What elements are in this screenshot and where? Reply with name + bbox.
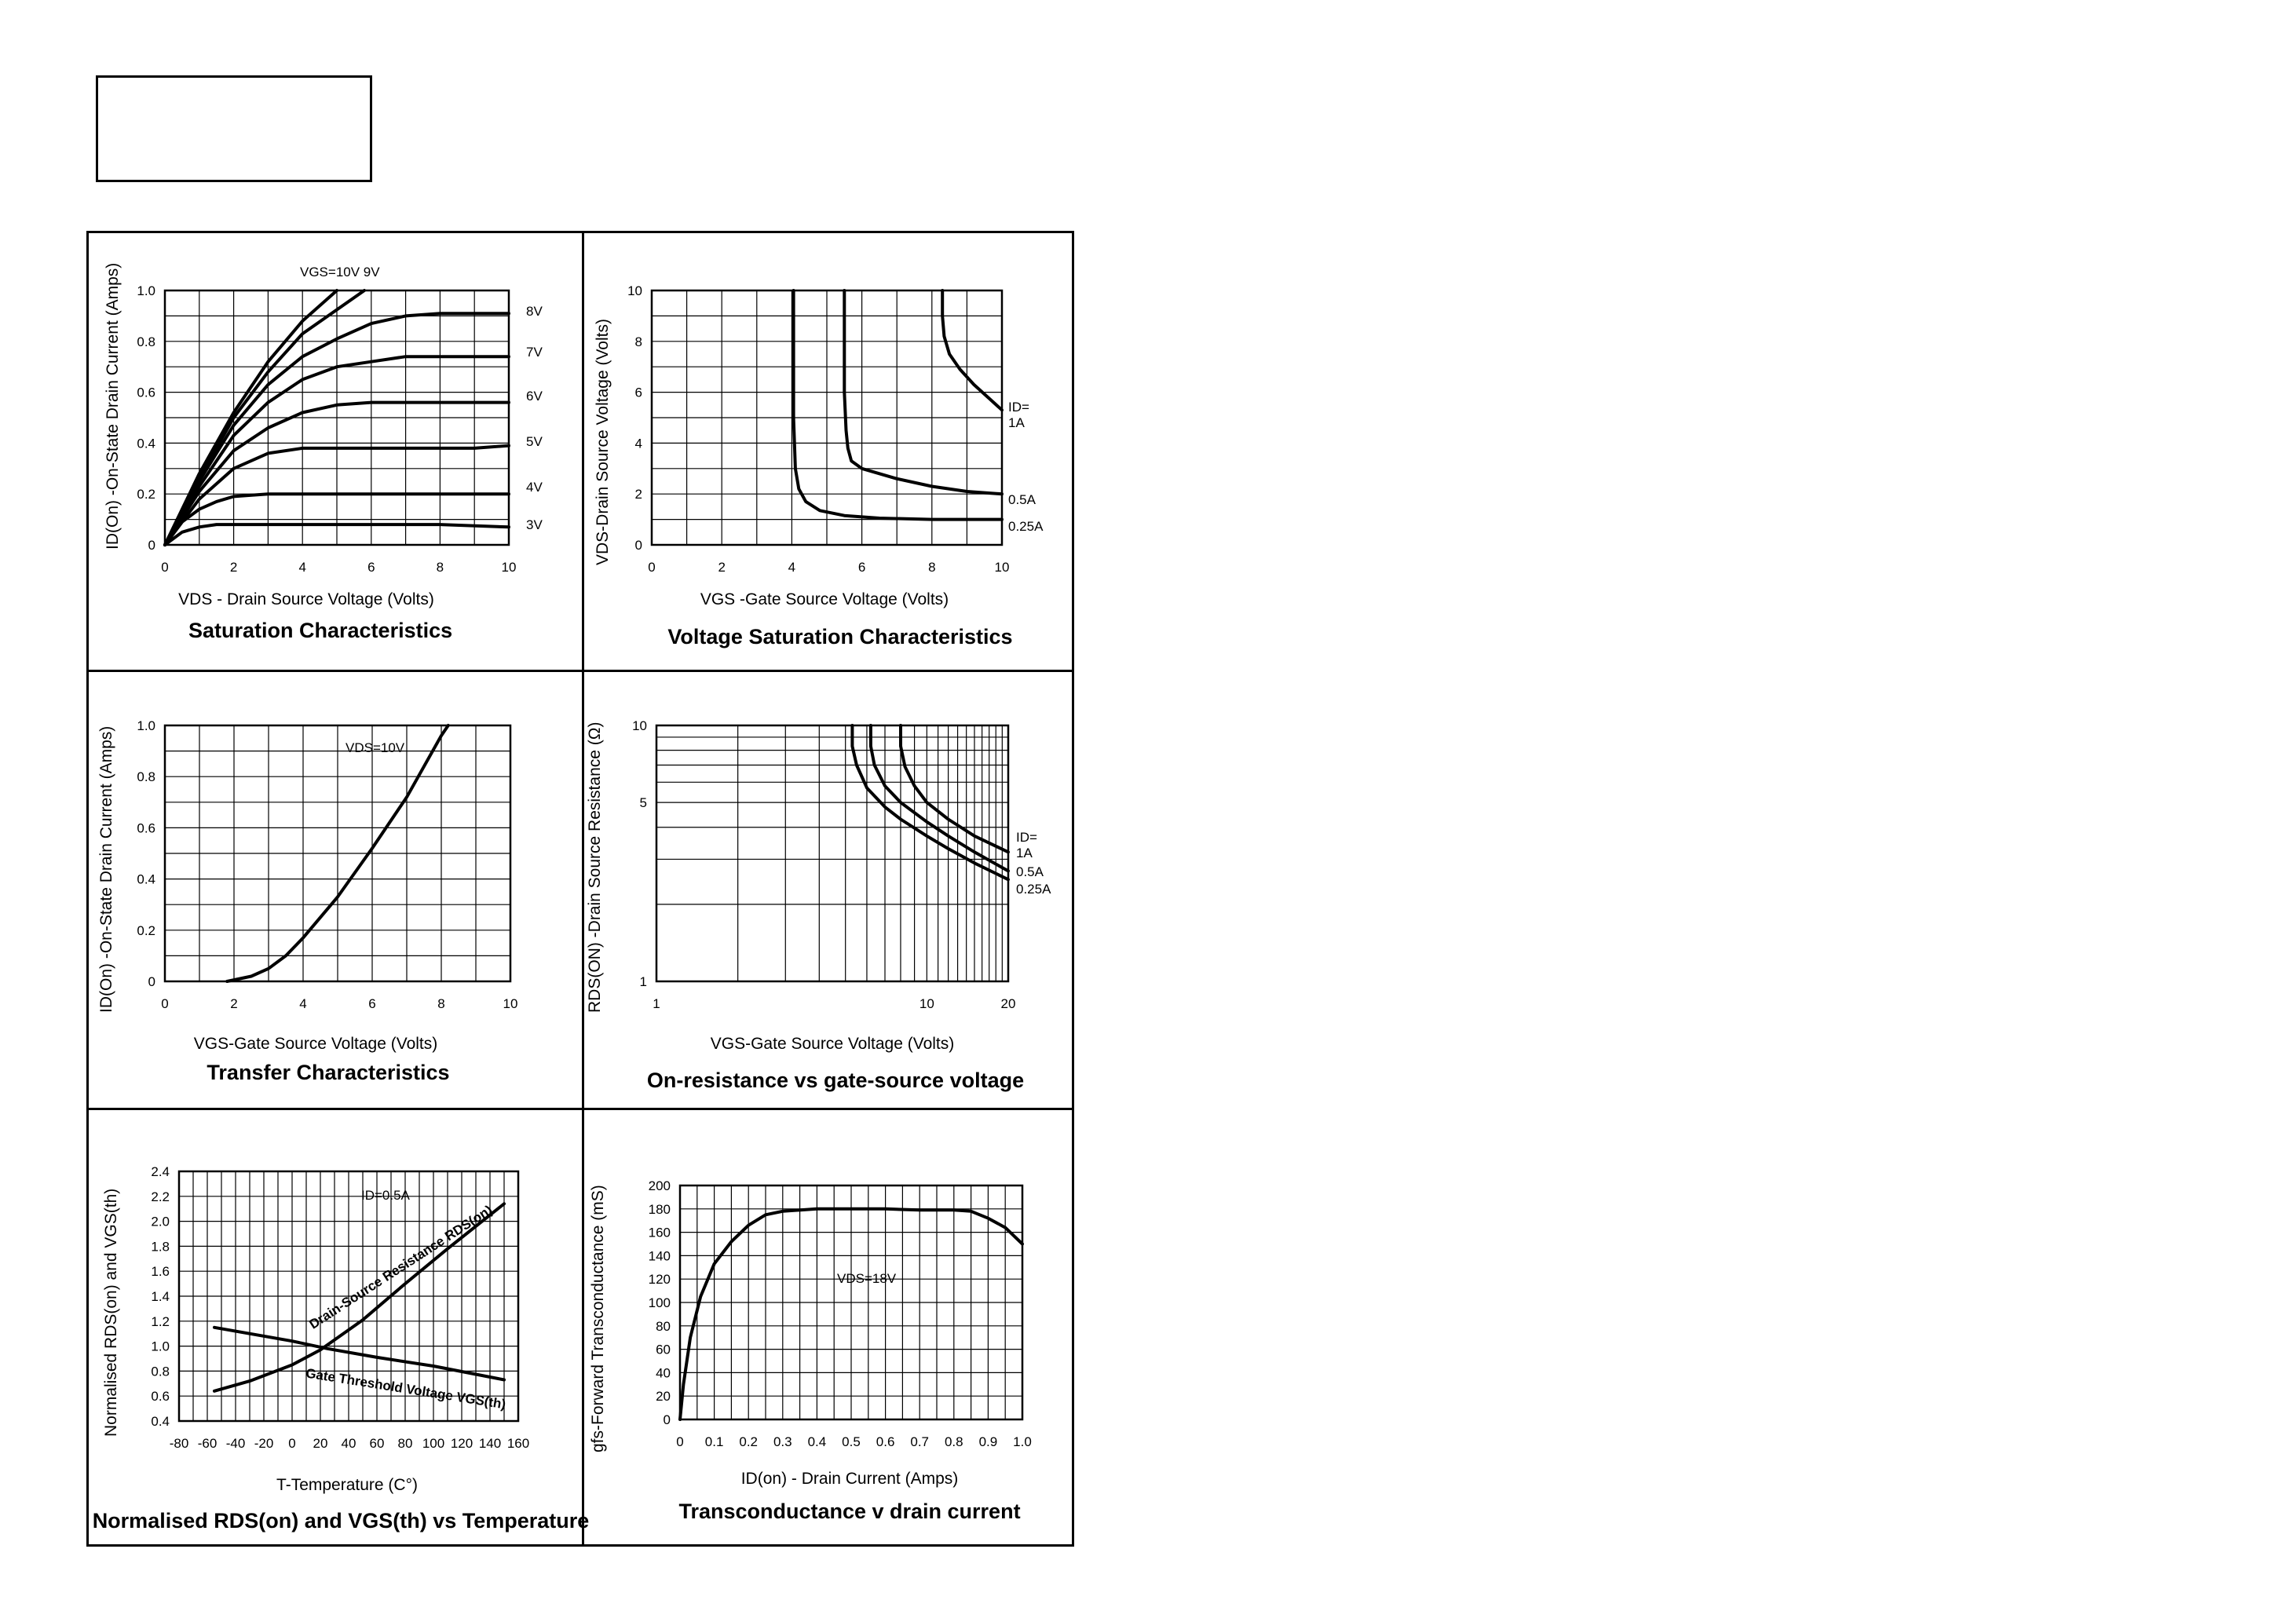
y-tick-label: 0.8: [137, 769, 155, 785]
y-tick-label: 0.6: [151, 1389, 170, 1405]
x-tick-label: 140: [478, 1436, 502, 1451]
y-tick-label: 1.0: [151, 1339, 170, 1354]
y-tick-label: 0.8: [151, 1364, 170, 1379]
y-axis-label: ID(On) -On-State Drain Current (Amps): [97, 725, 115, 1013]
x-tick-label: 20: [1000, 996, 1016, 1011]
y-tick-label: 0: [634, 538, 642, 553]
y-axis-label: VDS-Drain Source Voltage (Volts): [594, 319, 612, 565]
x-tick-label: 0: [161, 996, 169, 1011]
x-tick-label: 8: [437, 996, 445, 1011]
y-tick-label: 10: [627, 283, 642, 298]
x-axis-label: VGS-Gate Source Voltage (Volts): [710, 1035, 955, 1053]
y-tick-label: 2: [634, 487, 642, 502]
y-tick-label: 4: [634, 436, 642, 451]
annotation-label: ID=: [1008, 400, 1029, 415]
annotation-label: VDS=10V: [345, 740, 405, 755]
x-tick-label: 160: [506, 1436, 530, 1451]
x-tick-label: 0: [288, 1436, 296, 1451]
x-tick-label: 20: [313, 1436, 328, 1451]
x-tick-label: 10: [501, 560, 517, 575]
x-tick-label: 1: [653, 996, 660, 1011]
x-tick-label: 60: [369, 1436, 385, 1451]
x-tick-label: 0.4: [807, 1434, 827, 1449]
annotation-label: VGS=10V 9V: [300, 265, 380, 279]
x-tick-label: 0.6: [876, 1434, 895, 1449]
chart-title: Voltage Saturation Characteristics: [667, 625, 1013, 648]
chart-4: [586, 718, 1051, 1092]
y-axis-label: Normalised RDS(on) and VGS(th): [102, 1188, 120, 1437]
x-axis-label: VDS - Drain Source Voltage (Volts): [178, 590, 434, 608]
annotation-label: ID=0.5A: [361, 1188, 410, 1203]
chart-title: Saturation Characteristics: [188, 619, 453, 642]
x-tick-label: -80: [169, 1436, 189, 1451]
annotation-label: 7V: [526, 345, 543, 360]
x-axis-label: T-Temperature (C°): [276, 1476, 418, 1494]
x-tick-label: 2: [718, 560, 726, 575]
annotation-label: 8V: [526, 304, 543, 319]
annotation-label: 6V: [526, 389, 543, 404]
chart-title: Normalised RDS(on) and VGS(th) vs Temperature: [92, 1509, 590, 1532]
x-tick-label: 2: [229, 560, 238, 575]
x-tick-label: 4: [298, 560, 306, 575]
annotation-label: Drain-Source Resistance RDS(on): [306, 1202, 495, 1332]
x-tick-label: 8: [928, 560, 936, 575]
chart-5: [93, 1164, 590, 1532]
y-tick-label: 160: [648, 1225, 671, 1240]
x-tick-label: 0.1: [704, 1434, 724, 1449]
x-tick-label: 120: [450, 1436, 473, 1451]
y-tick-label: 1.6: [151, 1264, 170, 1280]
y-tick-label: 2.0: [151, 1214, 170, 1229]
y-tick-label: 0: [148, 538, 155, 553]
y-tick-label: 0: [663, 1412, 671, 1427]
y-tick-label: 0.2: [137, 922, 155, 938]
x-tick-label: 6: [857, 560, 866, 575]
y-tick-label: 1: [639, 974, 647, 989]
annotation-label: 0.5A: [1008, 492, 1036, 507]
x-tick-label: -40: [225, 1436, 246, 1451]
y-tick-label: 0: [148, 974, 155, 989]
y-tick-label: 8: [634, 334, 642, 349]
y-tick-label: 2.4: [151, 1164, 170, 1179]
chart-3: [97, 718, 517, 1084]
y-tick-label: 6: [634, 385, 642, 400]
y-tick-label: 10: [632, 718, 647, 733]
x-tick-label: 10: [994, 560, 1010, 575]
x-tick-label: 0: [161, 560, 169, 575]
x-tick-label: 6: [367, 560, 375, 575]
y-tick-label: 5: [639, 795, 647, 811]
annotation-label: 1A: [1016, 846, 1033, 860]
series-line-0.25a: [794, 290, 1002, 520]
x-tick-label: 0.9: [978, 1434, 998, 1449]
y-tick-label: 0.8: [137, 334, 155, 349]
x-tick-label: 40: [341, 1436, 356, 1451]
x-tick-label: -20: [254, 1436, 274, 1451]
x-tick-label: 1.0: [1013, 1434, 1032, 1449]
annotation-label: VDS=18V: [837, 1271, 897, 1286]
y-tick-label: 1.0: [137, 718, 155, 733]
x-tick-label: 8: [436, 560, 444, 575]
y-tick-label: 0.4: [137, 871, 155, 887]
x-tick-label: 0.3: [773, 1434, 792, 1449]
y-tick-label: 1.4: [151, 1289, 170, 1304]
x-tick-label: 6: [368, 996, 376, 1011]
y-axis-label: gfs-Forward Transconductance (mS): [589, 1185, 607, 1452]
series-line-0.5a: [871, 725, 1008, 871]
y-tick-label: 1.0: [137, 283, 155, 298]
x-tick-label: 4: [299, 996, 307, 1011]
y-tick-label: 60: [656, 1342, 671, 1357]
y-tick-label: 0.2: [137, 487, 155, 502]
y-tick-label: 0.4: [151, 1414, 170, 1429]
y-tick-label: 180: [648, 1201, 671, 1217]
y-axis-label: ID(On) -On-State Drain Current (Amps): [104, 262, 122, 550]
x-tick-label: 80: [397, 1436, 413, 1451]
y-tick-label: 80: [656, 1318, 671, 1334]
annotation-label: 0.5A: [1016, 864, 1044, 879]
chart-title: On-resistance vs gate-source voltage: [646, 1069, 1025, 1092]
x-tick-label: 4: [788, 560, 796, 575]
annotation-label: 0.25A: [1016, 882, 1051, 897]
y-tick-label: 120: [648, 1272, 671, 1288]
annotation-label: 5V: [526, 434, 543, 449]
x-tick-label: 0.2: [739, 1434, 759, 1449]
series-line-1a: [901, 725, 1008, 852]
chart-title: Transconductance v drain current: [678, 1500, 1021, 1523]
chart-title: Transfer Characteristics: [207, 1061, 450, 1084]
y-tick-label: 0.6: [137, 385, 155, 400]
annotation-label: ID=: [1016, 830, 1037, 845]
y-tick-label: 0.6: [137, 820, 155, 836]
x-axis-label: ID(on) - Drain Current (Amps): [740, 1470, 959, 1488]
x-tick-label: 0.8: [944, 1434, 963, 1449]
x-tick-label: 0.7: [910, 1434, 930, 1449]
x-tick-label: 10: [503, 996, 518, 1011]
y-axis-label: RDS(ON) -Drain Source Resistance (Ω): [586, 721, 604, 1013]
x-tick-label: 10: [919, 996, 934, 1011]
annotation-label: 3V: [526, 517, 543, 532]
annotation-label: Gate Threshold Voltage VGS(th): [305, 1365, 507, 1412]
x-axis-label: VGS -Gate Source Voltage (Volts): [700, 590, 949, 608]
x-tick-label: 0.5: [842, 1434, 861, 1449]
annotation-label: 0.25A: [1008, 519, 1044, 534]
y-tick-label: 20: [656, 1389, 671, 1405]
chart-1: [104, 263, 543, 642]
annotation-label: 1A: [1008, 415, 1025, 430]
y-tick-label: 0.4: [137, 436, 155, 451]
x-axis-label: VGS-Gate Source Voltage (Volts): [193, 1035, 438, 1053]
x-tick-label: 2: [230, 996, 238, 1011]
x-tick-label: 0: [676, 1434, 684, 1449]
y-tick-label: 140: [648, 1248, 671, 1264]
x-tick-label: -60: [197, 1436, 218, 1451]
y-tick-label: 100: [648, 1295, 671, 1310]
x-tick-label: 0: [648, 560, 656, 575]
y-tick-label: 200: [648, 1178, 671, 1193]
series-line-vgsth: [214, 1328, 504, 1380]
y-tick-label: 40: [656, 1365, 671, 1381]
y-tick-label: 2.2: [151, 1189, 170, 1204]
y-tick-label: 1.2: [151, 1313, 170, 1329]
chart-6: [589, 1178, 1032, 1523]
chart-2: [594, 283, 1044, 648]
y-tick-label: 1.8: [151, 1239, 170, 1255]
x-tick-label: 100: [422, 1436, 445, 1451]
annotation-label: 4V: [526, 480, 543, 495]
